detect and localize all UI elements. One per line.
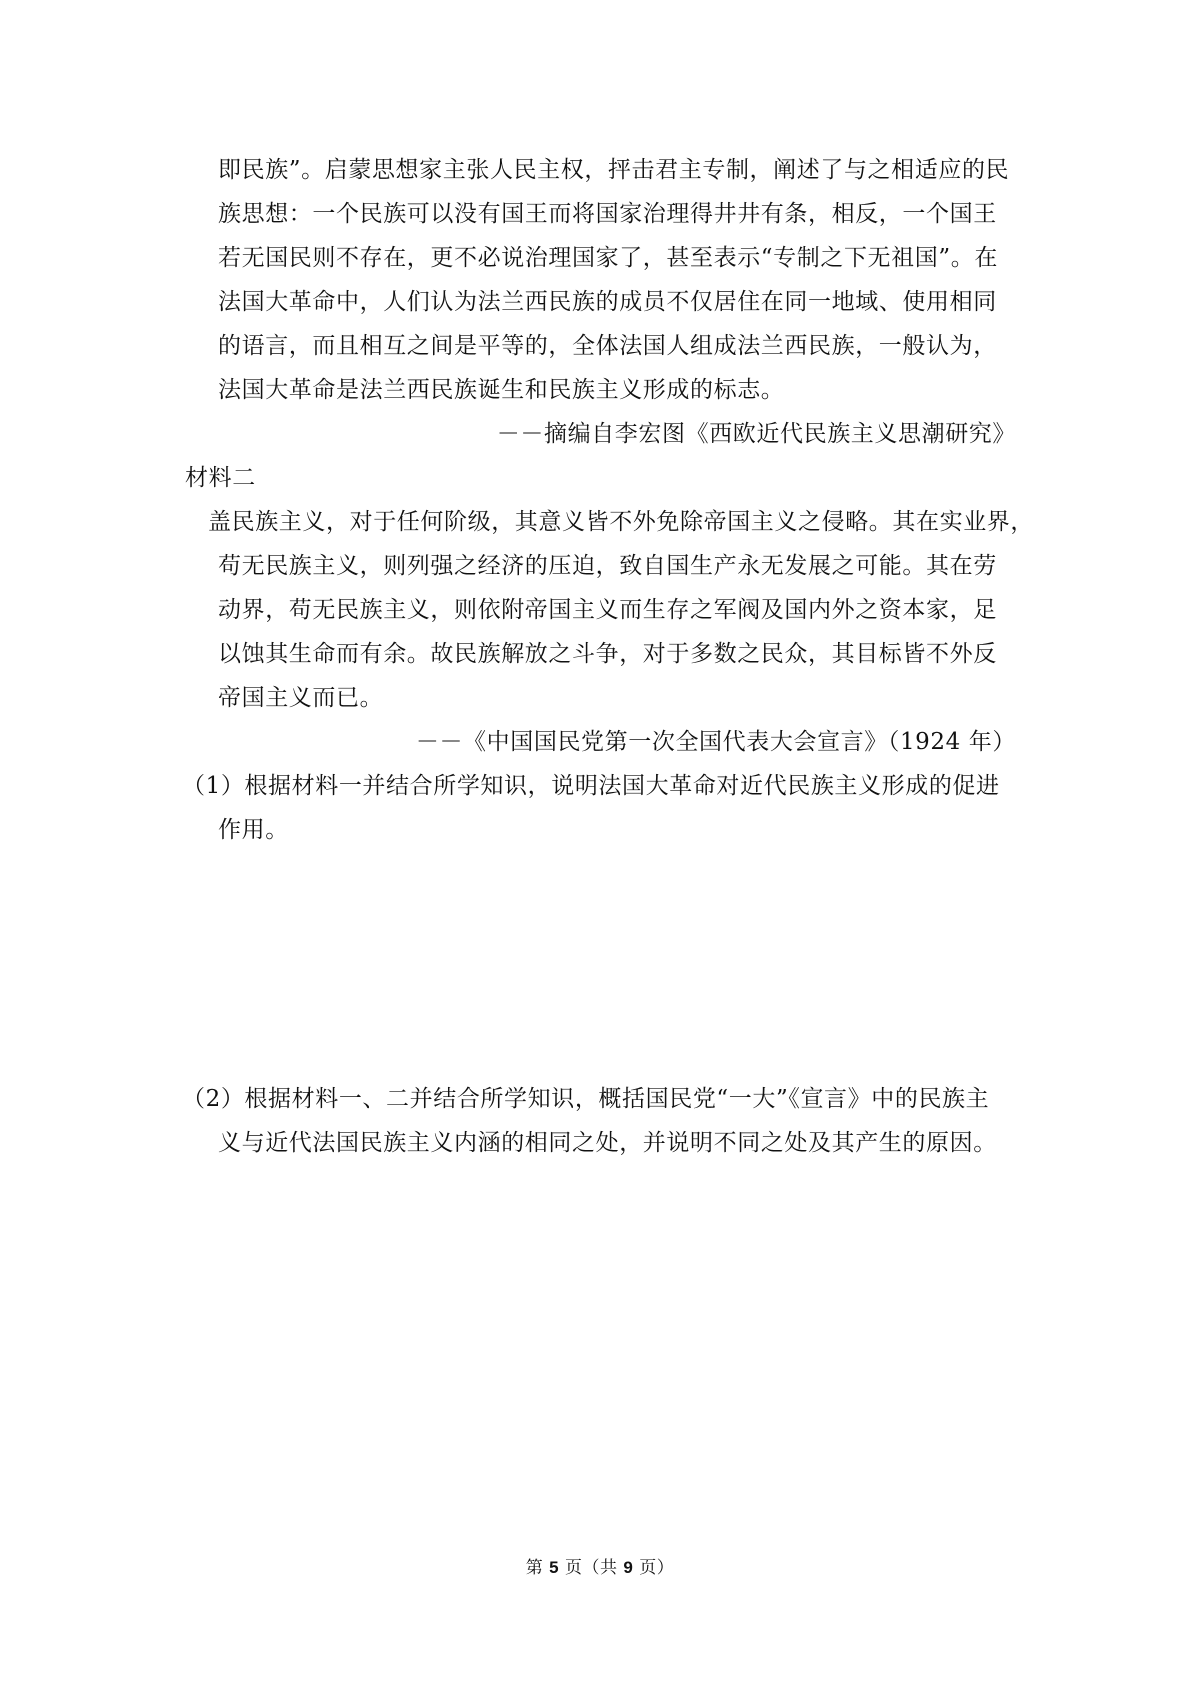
material-one-source: －－摘编自李宏图《西欧近代民族主义思潮研究》	[496, 421, 1016, 447]
footer-suffix: 页）	[639, 1558, 675, 1578]
material-two-label: 材料二	[185, 465, 256, 491]
footer-total-pages: 9	[623, 1558, 634, 1577]
question-2-line: 义与近代法国民族主义内涵的相同之处，并说明不同之处及其产生的原因。	[218, 1130, 997, 1156]
question-2-line: （2）根据材料一、二并结合所学知识，概括国民党“一大”《宣言》中的民族主	[182, 1086, 990, 1112]
material-two-source: －－《中国国民党第一次全国代表大会宣言》（1924 年）	[415, 729, 1016, 755]
question-1-line: （1）根据材料一并结合所学知识，说明法国大革命对近代民族主义形成的促进	[182, 773, 1000, 799]
page-footer	[0, 1557, 1200, 1579]
material-one-line: 族思想：一个民族可以没有国王而将国家治理得井井有条，相反，一个国王	[218, 201, 997, 227]
material-one-line: 法国大革命中，人们认为法兰西民族的成员不仅居住在同一地域、使用相同	[218, 289, 997, 315]
material-two-line: 苟无民族主义，则列强之经济的压迫，致自国生产永无发展之可能。其在劳	[218, 553, 997, 579]
material-one-line: 若无国民则不存在，更不必说治理国家了，甚至表示“专制之下无祖国”。在	[218, 245, 998, 271]
material-two-line: 以蚀其生命而有余。故民族解放之斗争，对于多数之民众，其目标皆不外反	[218, 641, 997, 667]
footer-page-number: 5	[549, 1558, 560, 1577]
material-one-line: 法国大革命是法兰西民族诞生和民族主义形成的标志。	[218, 377, 785, 403]
footer-middle: 页（共	[565, 1558, 618, 1578]
footer-prefix: 第	[525, 1558, 544, 1578]
material-two-line: 盖民族主义，对于任何阶级，其意义皆不外免除帝国主义之侵略。其在实业界，	[208, 509, 1034, 535]
material-one-line: 的语言，而且相互之间是平等的，全体法国人组成法兰西民族，一般认为，	[218, 333, 997, 359]
material-one-line: 即民族”。启蒙思想家主张人民主权，抨击君主专制，阐述了与之相适应的民	[218, 157, 1010, 183]
material-two-line: 帝国主义而已。	[218, 685, 384, 711]
material-two-line: 动界，苟无民族主义，则依附帝国主义而生存之军阀及国内外之资本家，足	[218, 597, 997, 623]
question-1-line: 作用。	[218, 817, 289, 843]
